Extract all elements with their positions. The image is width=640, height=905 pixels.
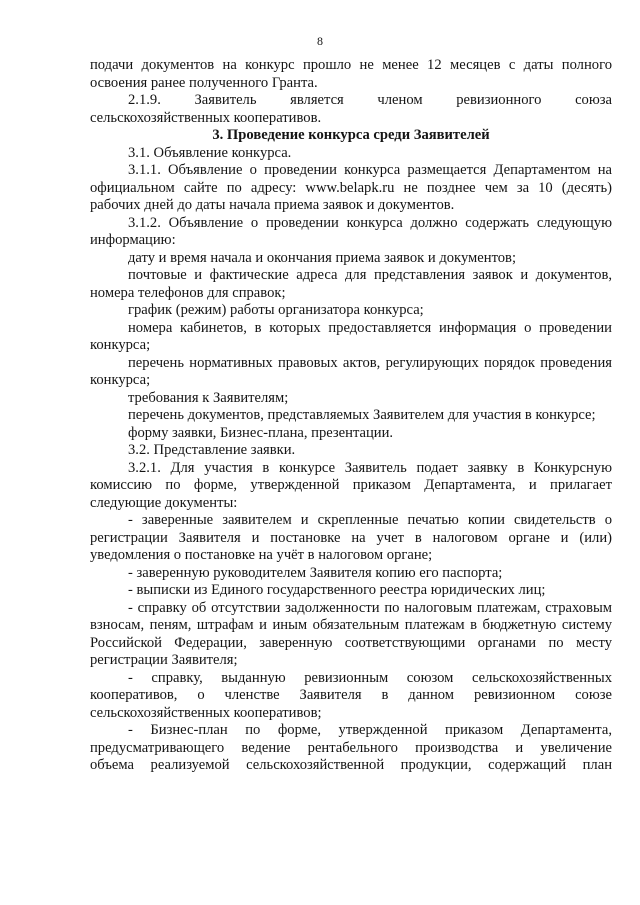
item-3-1-2: 3.1.2. Объявление о проведении конкурса должно содержать следующую информацию: — [90, 214, 612, 248]
item-3-1-1: 3.1.1. Объявление о проведении конкурса размещается Департаментом на официальном сайте по адресу: www.belapk.ru не позднее чем за 10 (десять) рабочих дней до даты начала приема заявок и документов. — [90, 162, 612, 213]
doc-item-business-plan-last-line: объема реализуемой сельскохозяйственной продукции, содержащий план — [90, 757, 612, 773]
item-3-1: 3.1. Объявление конкурса. — [128, 144, 292, 161]
document-body — [90, 57, 612, 775]
list-item-schedule: график (режим) работы организатора конкурса; — [128, 302, 424, 318]
list-item-addresses: почтовые и фактические адреса для представления заявок и документов, номера телефонов для справок; — [90, 267, 612, 301]
doc-item-tax-certificate: - справку об отсутствии задолженности по налоговым платежам, страховым взносам, пеням, штрафам и иным обязательным платежам в бюджетную систему Российской Федерации, заверенную соответствующими органами по месту регистрации Заявителя; — [90, 599, 612, 668]
item-2-1-9-line-2: сельскохозяйственных кооперативов. — [90, 109, 322, 126]
list-item-rooms: номера кабинетов, в которых предоставляется информация о проведении конкурса; — [90, 319, 612, 353]
item-2-1-9-line-1: 2.1.9. Заявитель является членом ревизионного союза — [128, 92, 612, 108]
list-item-documents: перечень документов, представляемых Заявителем для участия в конкурсе; — [128, 407, 596, 423]
top-paragraph-line-1: подачи документов на конкурс прошло не менее 12 месяцев с даты полного — [90, 57, 612, 73]
page-number: 8 — [317, 34, 323, 48]
doc-item-registration-copies: - заверенные заявителем и скрепленные печатью копии свидетельств о регистрации Заявителя и постановке на учет в налоговом органе и (или) уведомления о постановке на учёт в налоговом органе; — [90, 512, 612, 563]
doc-item-business-plan: - Бизнес-план по форме, утвержденной приказом Департамента, предусматривающего ведение рентабельного производства и увеличение — [90, 722, 612, 756]
list-item-dates: дату и время начала и окончания приема заявок и документов; — [128, 249, 516, 266]
top-paragraph-line-2: освоения ранее полученного Гранта. — [90, 74, 318, 91]
doc-item-register-extract: - выписки из Единого государственного реестра юридических лиц; — [128, 582, 546, 598]
doc-item-audit-union-certificate: - справку, выданную ревизионным союзом сельскохозяйственных кооперативов, о членстве Заявителя в данном ревизионном союзе сельскохозяйственных кооперативов; — [90, 669, 612, 721]
list-item-legal-acts: перечень нормативных правовых актов, регулирующих порядок проведения конкурса; — [90, 354, 612, 388]
doc-item-passport-copy: - заверенную руководителем Заявителя копию его паспорта; — [128, 564, 503, 581]
section-heading: 3. Проведение конкурса среди Заявителей — [212, 127, 490, 143]
item-3-2-1: 3.2.1. Для участия в конкурсе Заявитель подает заявку в Конкурсную комиссию по форме, утвержденной приказом Департамента, и прилагает следующие документы: — [90, 459, 612, 511]
list-item-forms: форму заявки, Бизнес-плана, презентации. — [128, 424, 394, 441]
item-3-2: 3.2. Представление заявки. — [128, 442, 296, 458]
list-item-requirements: требования к Заявителям; — [128, 389, 289, 406]
